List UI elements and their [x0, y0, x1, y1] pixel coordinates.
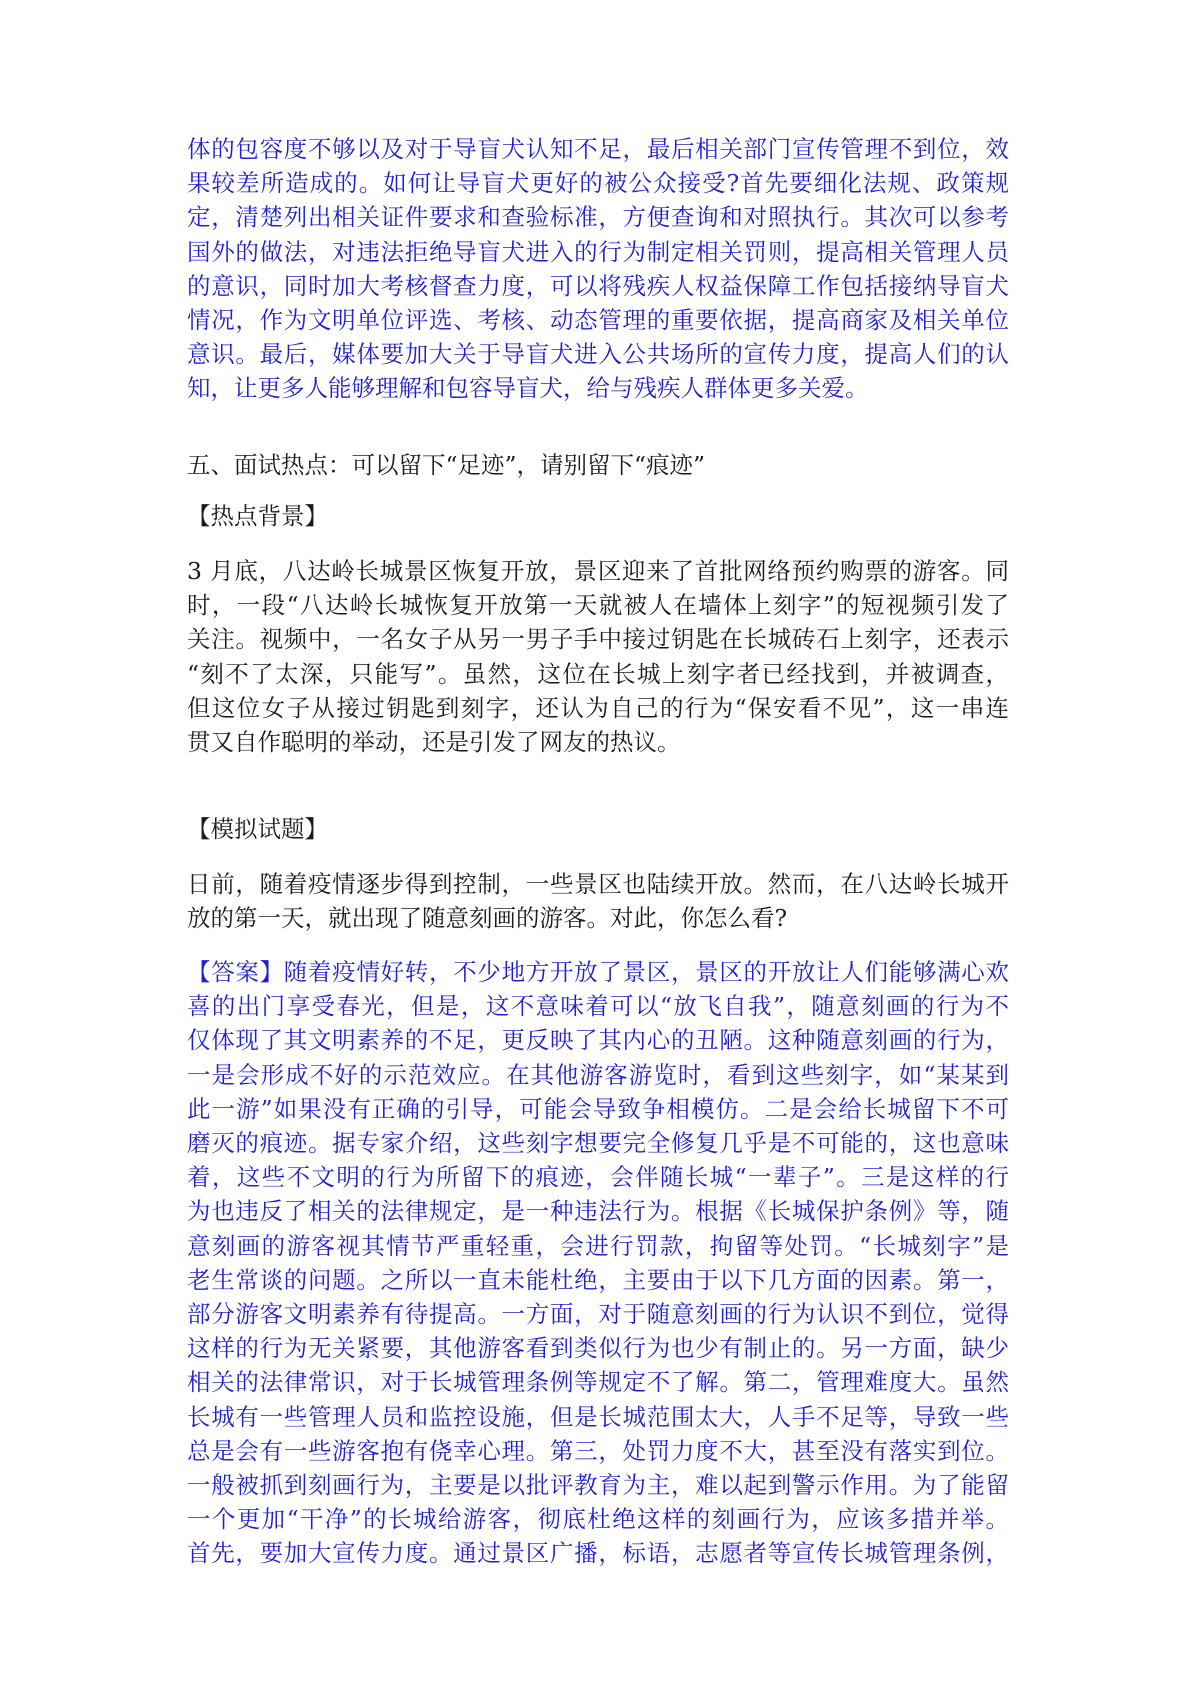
- answer-line: 磨灭的痕迹。据专家介绍，这些刻字想要完全修复几乎是不可能的，这也意味: [187, 1129, 1009, 1158]
- question-line: 放的第一天，就出现了随意刻画的游客。对此，你怎么看?: [187, 904, 788, 933]
- answer-line: 喜的出门享受春光，但是，这不意味着可以“放飞自我”，随意刻画的行为不: [187, 992, 1009, 1021]
- answer-line: 长城有一些管理人员和监控设施，但是长城范围太大，人手不足等，导致一些: [187, 1402, 1009, 1431]
- background-line: 贯又自作聪明的举动，还是引发了网友的热议。: [187, 728, 681, 757]
- answer-paragraph: [187, 955, 1009, 1571]
- background-line: 3 月底，八达岭长城景区恢复开放，景区迎来了首批网络预约购票的游客。同: [187, 557, 1009, 585]
- answer-line: 首先，要加大宣传力度。通过景区广播，标语，志愿者等宣传长城管理条例，: [187, 1539, 1009, 1568]
- background-heading: [187, 499, 1009, 533]
- background-line: “刻不了太深，只能写”。虽然，这位在长城上刻字者已经找到，并被调查，: [187, 659, 1009, 688]
- background-heading-text: 【热点背景】: [187, 502, 328, 530]
- intro-line: 体的包容度不够以及对于导盲犬认知不足，最后相关部门宣传管理不到位，效: [187, 135, 1009, 163]
- section-title: [187, 448, 1009, 482]
- intro-line: 定，清楚列出相关证件要求和查验标准，方便查询和对照执行。其次可以参考: [187, 203, 1009, 232]
- answer-line: 着，这些不文明的行为所留下的痕迹，会伴随长城“一辈子”。三是这样的行: [187, 1163, 1009, 1192]
- answer-line: 老生常谈的问题。之所以一直未能杜绝，主要由于以下几方面的因素。第一，: [187, 1265, 1009, 1294]
- intro-paragraph: [187, 132, 1009, 406]
- question-line: 日前，随着疫情逐步得到控制，一些景区也陆续开放。然而，在八达岭长城开: [187, 870, 1009, 898]
- question-heading: [187, 812, 1009, 846]
- answer-line: 一般被抓到刻画行为，主要是以批评教育为主，难以起到警示作用。为了能留: [187, 1471, 1009, 1500]
- answer-line: 这样的行为无关紧要，其他游客看到类似行为也少有制止的。另一方面，缺少: [187, 1334, 1009, 1363]
- answer-first-line: [187, 955, 1009, 989]
- intro-line: 的意识，同时加大考核督查力度，可以将残疾人权益保障工作包括接纳导盲犬: [187, 271, 1009, 300]
- answer-label: 【答案】: [187, 958, 284, 986]
- answer-line: 部分游客文明素养有待提高。一方面，对于随意刻画的行为认识不到位，觉得: [187, 1300, 1009, 1329]
- background-paragraph: [187, 554, 1009, 759]
- answer-line: 一是会形成不好的示范效应。在其他游客游览时，看到这些刻字，如“某某到: [187, 1060, 1009, 1089]
- intro-line: 知，让更多人能够理解和包容导盲犬，给与残疾人群体更多关爱。: [187, 374, 869, 403]
- background-line: 时，一段“八达岭长城恢复开放第一天就被人在墙体上刻字”的短视频引发了: [187, 591, 1009, 620]
- background-line: 关注。视频中，一名女子从另一男子手中接过钥匙在长城砖石上刻字，还表示: [187, 625, 1009, 654]
- intro-line: 果较差所造成的。如何让导盲犬更好的被公众接受?首先要细化法规、政策规: [187, 169, 1009, 198]
- answer-line: 总是会有一些游客抱有侥幸心理。第三，处罚力度不大，甚至没有落实到位。: [187, 1436, 1009, 1465]
- answer-line: 意刻画的游客视其情节严重轻重，会进行罚款，拘留等处罚。“长城刻字”是: [187, 1231, 1009, 1260]
- background-line: 但这位女子从接过钥匙到刻字，还认为自己的行为“保安看不见”，这一串连: [187, 693, 1009, 722]
- answer-line: 一个更加“干净”的长城给游客，彻底杜绝这样的刻画行为，应该多措并举。: [187, 1505, 1009, 1534]
- answer-line: 为也违反了相关的法律规定，是一种违法行为。根据《长城保护条例》等，随: [187, 1197, 1009, 1226]
- question-paragraph: [187, 867, 1009, 935]
- question-heading-text: 【模拟试题】: [187, 815, 328, 843]
- answer-line: 此一游”如果没有正确的引导，可能会导致争相模仿。二是会给长城留下不可: [187, 1094, 1009, 1123]
- answer-line: 仅体现了其文明素养的不足，更反映了其内心的丑陋。这种随意刻画的行为，: [187, 1026, 1009, 1055]
- intro-line: 国外的做法，对违法拒绝导盲犬进入的行为制定相关罚则，提高相关管理人员: [187, 237, 1009, 266]
- section-title-text: 五、面试热点：可以留下“足迹”，请别留下“痕迹”: [187, 451, 706, 479]
- intro-line: 意识。最后，媒体要加大关于导盲犬进入公共场所的宣传力度，提高人们的认: [187, 340, 1009, 369]
- answer-line: 相关的法律常识，对于长城管理条例等规定不了解。第二，管理难度大。虽然: [187, 1368, 1009, 1397]
- intro-line: 情况，作为文明单位评选、考核、动态管理的重要依据，提高商家及相关单位: [187, 306, 1009, 335]
- answer-first-line-text: 随着疫情好转，不少地方开放了景区，景区的开放让人们能够满心欢: [283, 958, 1010, 986]
